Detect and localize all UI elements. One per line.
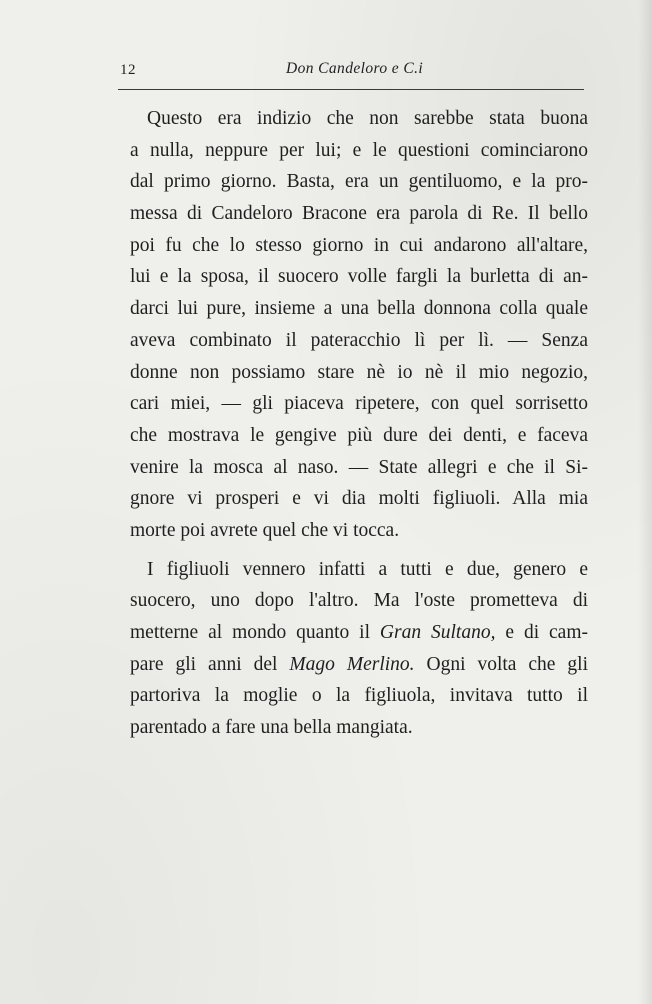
text-line: suocero, uno dopo l'altro. Ma l'oste prometteva di xyxy=(130,590,588,612)
text-line: venire la mosca al naso. — State allegri e che il Si- xyxy=(130,456,588,478)
text-line: morte poi avrete quel che vi tocca. xyxy=(130,519,400,541)
header-rule xyxy=(118,89,584,90)
text-line: Questo era indizio che non sarebbe stata buona xyxy=(147,108,588,129)
text-line: partoriva la moglie o la figliuola, invitava tutto il xyxy=(130,685,588,707)
page-number: 12 xyxy=(120,62,136,78)
body-text xyxy=(130,103,588,744)
text-line: I figliuoli vennero infatti a tutti e due, genero e xyxy=(147,558,588,580)
italic-title-mago-merlino: Mago Merlino. xyxy=(289,653,415,675)
text-line: dal primo giorno. Basta, era un gentiluomo, e la pro- xyxy=(130,171,588,193)
text-line: darci lui pure, insieme a una bella donnona colla quale xyxy=(130,298,588,320)
text-line: lui e la sposa, il suocero volle fargli la burletta di an- xyxy=(130,266,588,288)
text-line-with-italic xyxy=(130,617,588,649)
page-edge-shadow xyxy=(638,0,652,1004)
text-line: aveva combinato il pateracchio lì per lì. — Senza xyxy=(130,329,588,351)
text-line: parentado a fare una bella mangiata. xyxy=(130,717,413,739)
text-line: cari miei, — gli piaceva ripetere, con quel sorrisetto xyxy=(130,393,588,415)
text-line: gnore vi prosperi e vi dia molti figliuoli. Alla mia xyxy=(130,488,588,510)
paragraph-2 xyxy=(130,554,588,744)
text-run: pare gli anni del xyxy=(130,653,290,675)
text-line: a nulla, neppure per lui; e le questioni cominciarono xyxy=(130,139,588,161)
text-line: poi fu che lo stesso giorno in cui andarono all'altare, xyxy=(130,234,588,256)
italic-title-gran-sultano: Gran Sultano, xyxy=(379,622,496,643)
page-header xyxy=(118,58,586,84)
paragraph-gap xyxy=(130,547,588,554)
text-run: metterne al mondo quanto il xyxy=(130,622,380,643)
text-run: Ogni volta che gli xyxy=(414,653,588,675)
text-run: e di cam- xyxy=(495,622,588,643)
text-line: messa di Candeloro Bracone era parola di Re. Il bello xyxy=(130,203,588,225)
paragraph-1 xyxy=(130,103,588,547)
text-line-with-italic xyxy=(130,649,588,681)
running-title: Don Candeloro e C.i xyxy=(286,60,424,77)
text-line: che mostrava le gengive più dure dei denti, e faceva xyxy=(130,424,588,446)
text-line: donne non possiamo stare nè io nè il mio negozio, xyxy=(130,361,588,383)
